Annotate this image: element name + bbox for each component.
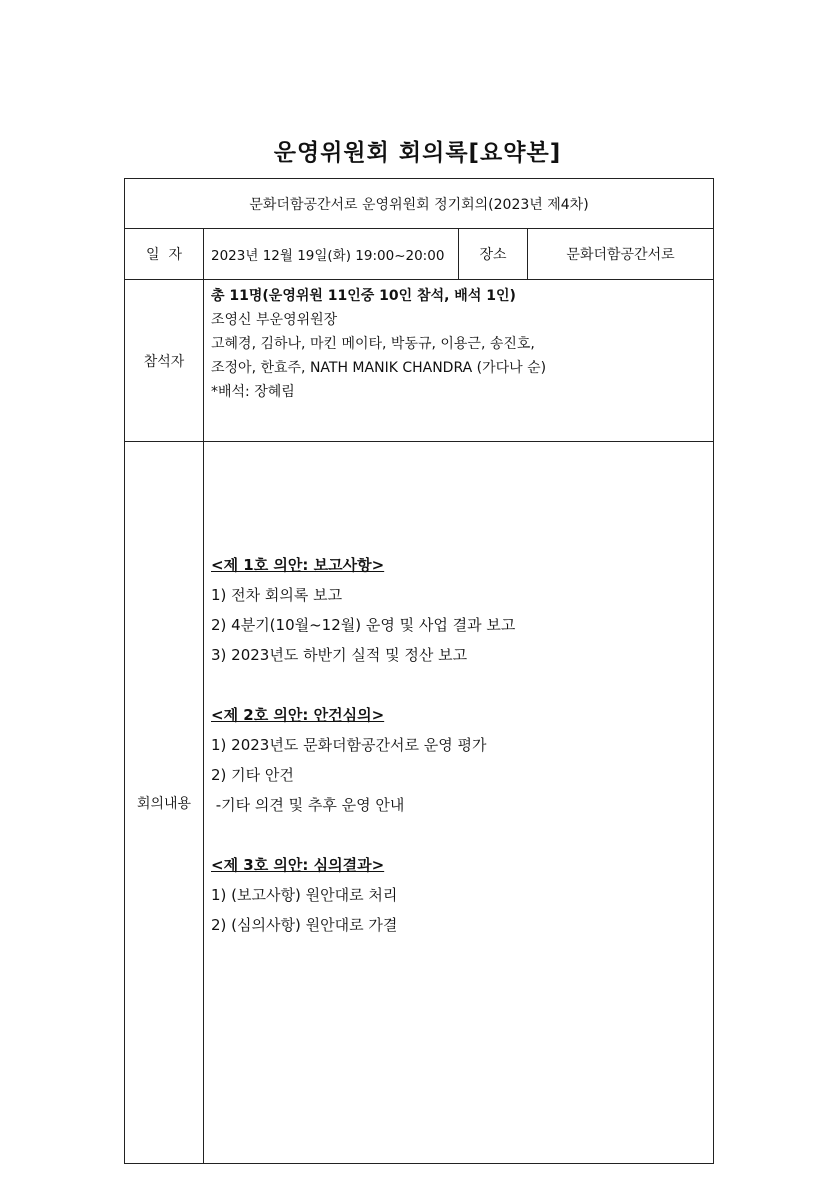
section-item: 1) 2023년도 문화더함공간서로 운영 평가 bbox=[211, 736, 487, 754]
section-item: 3) 2023년도 하반기 실적 및 정산 보고 bbox=[211, 646, 468, 664]
section-heading: <제 3호 의안: 심의결과> bbox=[211, 856, 385, 874]
place-value: 문화더함공간서로 bbox=[528, 229, 714, 280]
minutes-table bbox=[124, 178, 714, 1164]
section-heading: <제 2호 의안: 안건심의> bbox=[211, 706, 385, 724]
attendees-row bbox=[125, 280, 714, 442]
content-label: 회의내용 bbox=[125, 442, 204, 1164]
section-item: 1) 전차 회의록 보고 bbox=[211, 586, 343, 604]
document-title: 운영위원회 회의록[요약본] bbox=[273, 140, 562, 166]
place-label: 장소 bbox=[459, 229, 528, 280]
section-heading: <제 1호 의안: 보고사항> bbox=[211, 556, 385, 574]
section-item: 2) (심의사항) 원안대로 가결 bbox=[211, 916, 398, 934]
section-item: 2) 기타 안건 bbox=[211, 766, 294, 784]
attendees-list bbox=[204, 280, 714, 442]
attendees-label: 참석자 bbox=[125, 280, 204, 442]
meeting-title: 문화더함공간서로 운영위원회 정기회의(2023년 제4차) bbox=[125, 179, 714, 229]
attendee-line: 조영신 부운영위원장 bbox=[211, 312, 338, 328]
date-label: 일 자 bbox=[125, 229, 204, 280]
content-row bbox=[125, 442, 714, 1164]
section-item: 1) (보고사항) 원안대로 처리 bbox=[211, 886, 398, 904]
section-item: 2) 4분기(10월~12월) 운영 및 사업 결과 보고 bbox=[211, 616, 516, 634]
content-body bbox=[204, 442, 714, 1164]
section-item: -기타 의견 및 추후 운영 안내 bbox=[211, 796, 405, 814]
attendee-line: 고혜경, 김하나, 마킨 메이타, 박동규, 이용근, 송진호, bbox=[211, 336, 535, 352]
date-row bbox=[125, 229, 714, 280]
attendee-line: *배석: 장혜림 bbox=[211, 384, 295, 400]
attendees-summary: 총 11명(운영위원 11인중 10인 참석, 배석 1인) bbox=[211, 288, 516, 304]
date-value: 2023년 12월 19일(화) 19:00~20:00 bbox=[204, 229, 459, 280]
attendee-line: 조정아, 한효주, NATH MANIK CHANDRA (가다나 순) bbox=[211, 360, 547, 376]
